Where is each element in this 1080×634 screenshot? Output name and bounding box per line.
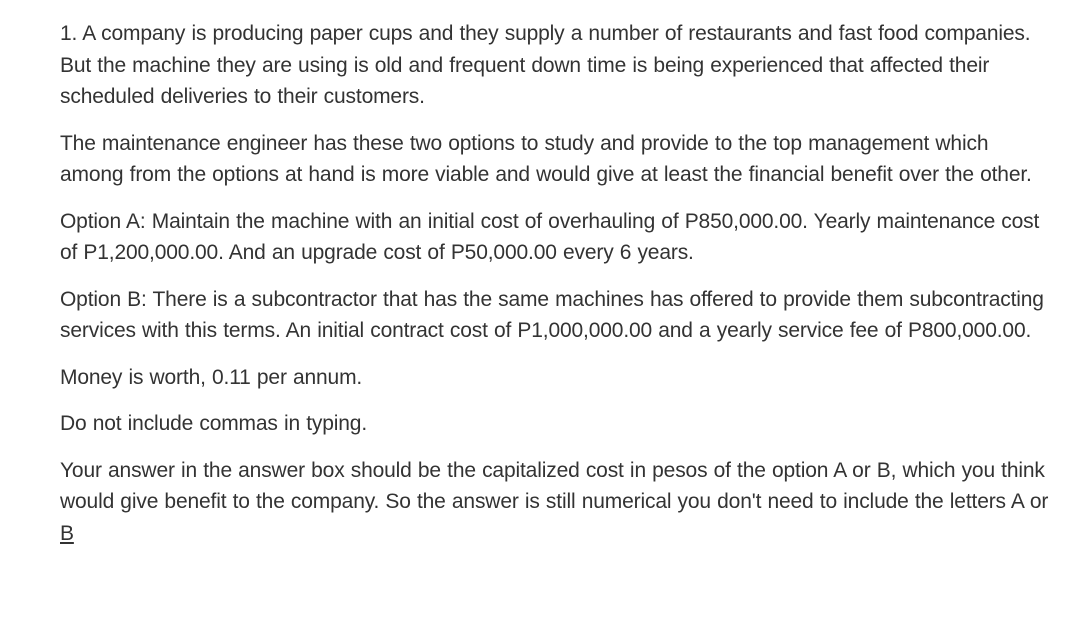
question-text [60,18,1050,564]
interest-rate-paragraph: Money is worth, 0.11 per annum. [60,365,363,389]
answer-instruction-text: Your answer in the answer box should be the capitalized cost in pesos of the option A or B, which you think would give benefit to the company. So the answer is still numerical you don't need to include the letters A or [60,458,1049,513]
option-a-paragraph: Option A: Maintain the machine with an initial cost of overhauling of P850,000.00. Yearly maintenance cost of P1,200,000.00. And an upgrade cost of P50,000.00 every 6 years. [60,209,1040,264]
underlined-letter-b: B [60,521,74,545]
commas-instruction-paragraph: Do not include commas in typing. [60,412,368,435]
options-context-paragraph: The maintenance engineer has these two options to study and provide to the top management which among from the options at hand is more viable and would give at least the financial benefit over the other. [60,131,1032,186]
question-intro-paragraph: 1. A company is producing paper cups and they supply a number of restaurants and fast food companies. But the machine they are using is old and frequent down time is being experienced that affected their scheduled deliveries to their customers. [60,22,1031,108]
option-b-paragraph: Option B: There is a subcontractor that has the same machines has offered to provide them subcontracting services with this terms. An initial contract cost of P1,000,000.00 and a yearly service fee of P800,000.00. [60,287,1044,342]
answer-instruction-paragraph [60,455,1050,550]
